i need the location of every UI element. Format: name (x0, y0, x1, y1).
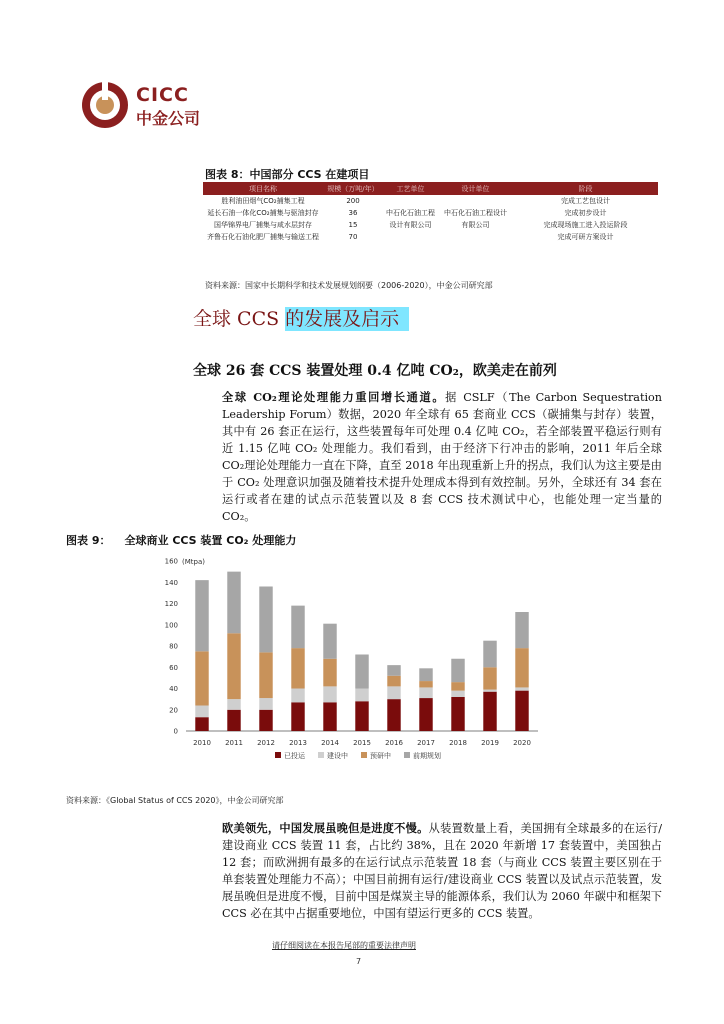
figure9-label: 图表 9： (66, 534, 111, 547)
legend-label: 建设中 (327, 752, 348, 760)
table-cell: 有限公司 (461, 221, 490, 229)
bar-segment (227, 633, 240, 699)
legend-swatch (404, 752, 410, 758)
table-cell: 齐鲁石化石油化肥厂捕集与输送工程 (207, 233, 319, 241)
legal-notice-link[interactable]: 请仔细阅读在本报告尾部的重要法律声明 (272, 941, 416, 950)
bar-segment (451, 659, 464, 682)
x-tick-label: 2010 (193, 739, 211, 747)
bar-segment (355, 655, 368, 689)
table-row (203, 231, 658, 243)
table-cell: 完成工艺包设计 (561, 197, 610, 205)
paragraph-2 (222, 820, 662, 922)
x-tick-label: 2012 (257, 739, 275, 747)
bar-segment (259, 710, 272, 731)
paragraph-2-lead: 欧美领先，中国发展虽晚但是进度不慢。 (222, 821, 429, 835)
bar-segment (515, 648, 528, 687)
x-tick-label: 2017 (417, 739, 435, 747)
bar-segment (451, 691, 464, 697)
x-tick-label: 2016 (385, 739, 403, 747)
y-tick-label: 100 (164, 621, 178, 630)
legend-swatch (275, 752, 281, 758)
logo-text-cn: 中金公司 (136, 109, 201, 128)
bar-segment (483, 690, 496, 692)
bar-segment (195, 651, 208, 705)
bar-segment (515, 691, 528, 731)
table-header: 项目名称 (203, 182, 323, 195)
table-cell: 完成现场施工进入投运阶段 (543, 221, 628, 229)
x-tick-label: 2015 (353, 739, 371, 747)
legend-label: 预研中 (370, 752, 391, 760)
bar-segment (387, 676, 400, 687)
bar-segment (323, 702, 336, 731)
y-tick-label: 0 (173, 727, 178, 736)
page-number: 7 (356, 957, 362, 966)
table-cell: 200 (346, 197, 360, 205)
table-header: 设计单位 (438, 182, 513, 195)
figure8-table (203, 182, 658, 243)
bar-segment (291, 689, 304, 703)
bar-segment (515, 612, 528, 648)
bar-segment (227, 710, 240, 731)
bar-segment (419, 698, 432, 731)
figure8-title-text: 中国部分 CCS 在建项目 (249, 168, 370, 181)
paragraph-1-lead: 全球 CO₂理论处理能力重回增长通道。 (222, 390, 446, 404)
cicc-logo-mark-icon (80, 80, 130, 130)
bar-segment (291, 606, 304, 649)
y-tick-label: 160 (164, 557, 178, 566)
figure9-chart (150, 553, 550, 773)
table-cell (383, 231, 438, 243)
bar-segment (323, 624, 336, 659)
bar-segment (451, 682, 464, 691)
bar-segment (387, 699, 400, 731)
bar-segment (195, 706, 208, 718)
x-tick-label: 2018 (449, 739, 467, 747)
legend-label: 前期规划 (413, 752, 441, 760)
figure9-source: 资料来源：《Global Status of CCS 2020》，中金公司研究部 (66, 796, 284, 805)
x-tick-label: 2011 (225, 739, 243, 747)
table-cell: 胜利油田烟气CO₂捕集工程 (221, 197, 305, 205)
figure9-title-text: 全球商业 CCS 装置 CO₂ 处理能力 (124, 534, 297, 547)
bar-segment (227, 699, 240, 710)
table-row (203, 219, 658, 231)
bar-segment (419, 668, 432, 681)
y-tick-label: 140 (164, 578, 178, 587)
figure9-title (66, 532, 296, 548)
y-axis-label: (Mtpa) (182, 558, 205, 566)
bar-segment (323, 659, 336, 687)
y-tick-label: 80 (169, 642, 178, 651)
bar-segment (387, 686, 400, 699)
bar-segment (355, 701, 368, 731)
x-tick-label: 2019 (481, 739, 499, 747)
subsection-title: 全球 26 套 CCS 装置处理 0.4 亿吨 CO₂，欧美走在前列 (193, 363, 557, 379)
x-tick-label: 2013 (289, 739, 307, 747)
y-tick-label: 20 (169, 706, 178, 715)
bar-segment (291, 702, 304, 731)
bar-segment (259, 652, 272, 698)
bar-segment (323, 686, 336, 702)
bar-segment (259, 698, 272, 710)
table-cell: 延长石油一体化CO₂捕集与驱油封存 (207, 209, 319, 217)
table-row (203, 195, 658, 207)
y-tick-label: 60 (169, 663, 178, 672)
table-header-row (203, 182, 658, 195)
table-row (203, 207, 658, 219)
table-cell: 设计有限公司 (389, 221, 432, 229)
figure8-source: 资料来源：国家中长期科学和技术发展规划纲要（2006-2020），中金公司研究部 (205, 281, 493, 290)
table-cell (438, 231, 513, 243)
bar-segment (483, 692, 496, 731)
x-tick-label: 2014 (321, 739, 339, 747)
legend-label: 已投运 (284, 752, 305, 760)
table-cell (438, 195, 513, 207)
y-tick-label: 40 (169, 685, 178, 693)
section-title-highlight: 的发展及启示 (285, 307, 409, 331)
legend-swatch (318, 752, 324, 758)
section-title-plain: 全球 CCS (193, 308, 286, 330)
table-header: 阶段 (513, 182, 658, 195)
bar-segment (387, 665, 400, 676)
bar-segment (195, 580, 208, 651)
figure8-label: 图表 8： (205, 168, 250, 181)
bar-segment (355, 689, 368, 702)
x-tick-label: 2020 (513, 739, 531, 747)
bar-segment (227, 572, 240, 634)
bar-segment (291, 648, 304, 688)
bar-segment (451, 697, 464, 731)
section-title (193, 304, 409, 331)
bar-segment (483, 641, 496, 668)
logo-text-en: CICC (136, 84, 189, 106)
table-cell: 中石化石油工程 (386, 209, 435, 217)
table-header: 规模（万吨/年） (323, 182, 383, 195)
bar-segment (195, 717, 208, 731)
figure8-title (205, 166, 369, 182)
bar-segment (259, 587, 272, 653)
paragraph-2-body: 从装置数量上看，美国拥有全球最多的在运行/建设商业 CCS 装置 11 套，占比约 38%，且在 2020 年新增 17 套装置中，美国独占 12 套；而欧洲拥有最多的在运行试点示范装置 18 套（与商业 CCS 装置主要区别在于单套装置处理能力不高）；中国目前拥有运行/建设商业 CCS 装置以及试点示范装置，发展虽晚但是进度不慢，目前中国是煤炭主导的能源体系，我们认为 2060 年碳中和框架下 CCS 必在其中占据重要地位，中国有望运行更多的 CCS 装置。 (222, 822, 662, 920)
legend-swatch (361, 752, 367, 758)
paragraph-1 (222, 389, 662, 525)
table-cell: 15 (348, 221, 358, 229)
table-cell: 国华锦界电厂捕集与咸水层封存 (214, 221, 312, 229)
table-cell: 36 (348, 209, 358, 217)
bar-segment (419, 681, 432, 687)
table-cell (383, 195, 438, 207)
table-cell: 完成可研方案设计 (557, 233, 614, 241)
paragraph-1-body: 据 CSLF（The Carbon Sequestration Leadership Forum）数据，2020 年全球有 65 套商业 CCS（碳捕集与封存）装置，其中有 26 套正在运行，这些装置每年可处理 0.4 亿吨 CO₂，若全部装置平稳运行则有近 1.15 亿吨 CO₂ 处理能力。我们看到，由于经济下行冲击的影响，2011 年后全球 CO₂理论处理能力一直在下降，直至 2018 年出现重新上升的拐点，我们认为这主要是由于 CO₂ 处理意识加强及随着技术提升处理成本得到有效控制。另外，全球还有 34 套在运行或者在建的试点示范装置以及 8 套 CCS 技术测试中心，也能处理一定当量的 CO₂。 (222, 391, 662, 523)
table-cell: 70 (348, 233, 358, 241)
bar-segment (419, 687, 432, 698)
bar-segment (515, 687, 528, 690)
table-cell: 中石化石油工程设计 (444, 209, 507, 217)
cicc-logo (80, 80, 210, 130)
table-header: 工艺单位 (383, 182, 438, 195)
table-cell: 完成初步设计 (564, 209, 607, 217)
y-tick-label: 120 (164, 600, 178, 608)
bar-segment (483, 667, 496, 689)
